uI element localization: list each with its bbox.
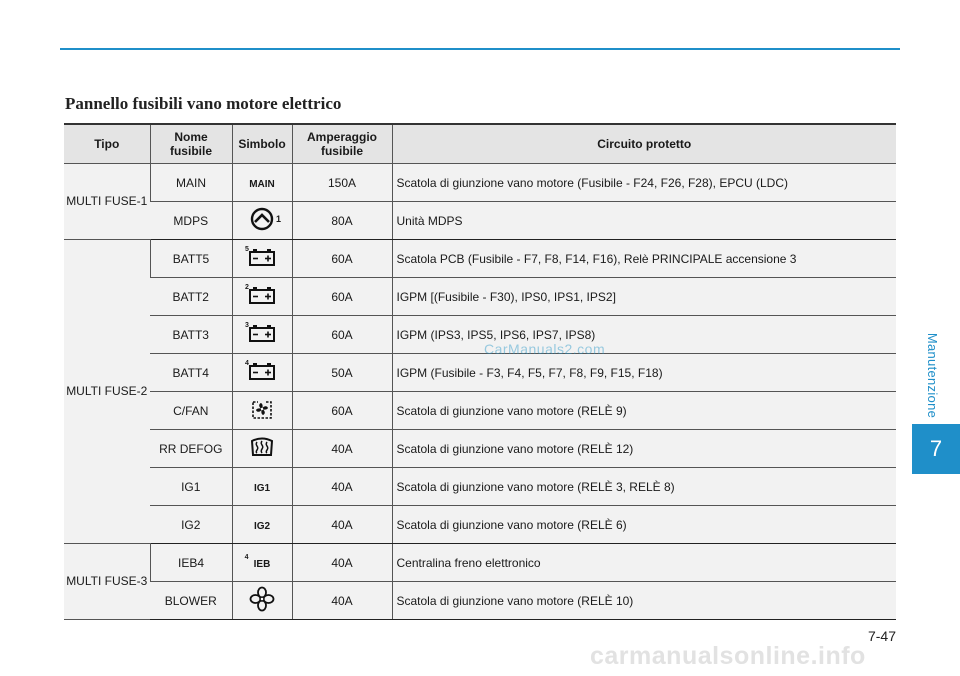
table-row	[64, 392, 896, 430]
fuse-amperage-cell: 60A	[292, 316, 392, 354]
symbol-text	[254, 521, 270, 532]
footer-watermark: carmanualsonline.info	[590, 642, 866, 670]
fuse-name-cell: MDPS	[150, 202, 232, 240]
table-row	[64, 202, 896, 240]
fuse-circuit-cell: Scatola di giunzione vano motore (RELÈ 10)	[392, 582, 896, 620]
fuse-amperage-cell: 50A	[292, 354, 392, 392]
fuse-name-cell: IEB4	[150, 544, 232, 582]
symbol-label: IG2	[253, 520, 271, 532]
fuse-circuit-cell: Scatola PCB (Fusibile - F7, F8, F14, F16), Relè PRINCIPALE accensione 3	[392, 240, 896, 278]
fuse-symbol-cell	[232, 240, 292, 278]
battery-icon	[245, 322, 276, 343]
rear-defog-icon	[249, 436, 275, 458]
symbol-label: MAIN	[249, 178, 275, 190]
fuse-symbol-cell	[232, 544, 292, 582]
symbol-text	[244, 553, 271, 570]
watermark: CarManuals2.com	[484, 341, 606, 357]
battery-icon	[245, 246, 276, 267]
fuse-amperage-cell: 40A	[292, 582, 392, 620]
symbol-superscript: 2	[245, 284, 249, 291]
chapter-tab: 7	[912, 424, 960, 474]
battery-icon	[245, 360, 276, 381]
fuse-symbol-cell	[232, 316, 292, 354]
table-row	[64, 316, 896, 354]
fuse-type-cell: MULTI FUSE-2	[64, 240, 150, 544]
fuse-type-cell: MULTI FUSE-1	[64, 164, 150, 240]
page-title: Pannello fusibili vano motore elettrico	[65, 94, 342, 113]
fuse-circuit-cell: IGPM (IPS3, IPS5, IPS6, IPS7, IPS8)	[392, 316, 896, 354]
fuse-amperage-cell: 60A	[292, 392, 392, 430]
fuse-table-body	[64, 164, 896, 620]
table-row	[64, 430, 896, 468]
fuse-circuit-cell: IGPM (Fusibile - F3, F4, F5, F7, F8, F9, F15, F18)	[392, 354, 896, 392]
fuse-circuit-cell: Scatola di giunzione vano motore (RELÈ 6)	[392, 506, 896, 544]
symbol-superscript: 1	[275, 214, 281, 224]
fuse-circuit-cell: Scatola di giunzione vano motore (RELÈ 12)	[392, 430, 896, 468]
fuse-name-cell: BLOWER	[150, 582, 232, 620]
fuse-symbol-cell	[232, 468, 292, 506]
fuse-circuit-cell: Scatola di giunzione vano motore (RELÈ 9)	[392, 392, 896, 430]
fuse-symbol-cell	[232, 392, 292, 430]
header-tipo: Tipo	[64, 124, 150, 164]
table-row	[64, 240, 896, 278]
blower-icon	[248, 585, 276, 613]
symbol-text	[249, 179, 275, 190]
fuse-symbol-cell	[232, 506, 292, 544]
fuse-symbol-cell	[232, 430, 292, 468]
fuse-amperage-cell: 80A	[292, 202, 392, 240]
header-amperaggio: Amperaggio fusibile	[292, 124, 392, 164]
fuse-circuit-cell: IGPM [(Fusibile - F30), IPS0, IPS1, IPS2]	[392, 278, 896, 316]
fuse-amperage-cell: 40A	[292, 506, 392, 544]
fuse-name-cell: MAIN	[150, 164, 232, 202]
fuse-symbol-cell	[232, 202, 292, 240]
fuse-amperage-cell: 40A	[292, 430, 392, 468]
fuse-type-cell: MULTI FUSE-3	[64, 544, 150, 620]
fuse-name-cell: BATT5	[150, 240, 232, 278]
symbol-superscript: 5	[245, 246, 249, 253]
table-row	[64, 468, 896, 506]
fuse-amperage-cell: 40A	[292, 468, 392, 506]
table-row	[64, 582, 896, 620]
header-rule	[60, 48, 900, 50]
symbol-superscript: 4	[245, 360, 249, 367]
fuse-symbol-cell	[232, 354, 292, 392]
fuse-amperage-cell: 40A	[292, 544, 392, 582]
table-header-row	[64, 124, 896, 164]
fuse-amperage-cell: 60A	[292, 278, 392, 316]
fuse-name-cell: BATT2	[150, 278, 232, 316]
steering-icon	[250, 207, 281, 231]
header-circuito: Circuito protetto	[392, 124, 896, 164]
section-side-label-text: Manutenzione	[925, 332, 941, 418]
fuse-name-cell: IG2	[150, 506, 232, 544]
cooling-fan-icon	[250, 397, 274, 421]
fuse-name-cell: C/FAN	[150, 392, 232, 430]
fuse-symbol-cell	[232, 164, 292, 202]
fuse-circuit-cell: Centralina freno elettronico	[392, 544, 896, 582]
fuse-name-cell: IG1	[150, 468, 232, 506]
fuse-circuit-cell: Unità MDPS	[392, 202, 896, 240]
header-nome: Nome fusibile	[150, 124, 232, 164]
symbol-superscript: 3	[245, 322, 249, 329]
fuse-symbol-cell	[232, 278, 292, 316]
symbol-superscript: 4	[244, 553, 249, 561]
table-row	[64, 278, 896, 316]
fuse-circuit-cell: Scatola di giunzione vano motore (Fusibile - F24, F26, F28), EPCU (LDC)	[392, 164, 896, 202]
battery-icon	[245, 284, 276, 305]
section-side-label	[918, 330, 948, 420]
fuse-name-cell: RR DEFOG	[150, 430, 232, 468]
fuse-circuit-cell: Scatola di giunzione vano motore (RELÈ 3, RELÈ 8)	[392, 468, 896, 506]
page-number: 7-47	[867, 628, 896, 644]
fuse-symbol-cell	[232, 582, 292, 620]
fuse-table	[64, 123, 896, 620]
fuse-amperage-cell: 150A	[292, 164, 392, 202]
symbol-label: IEB	[253, 558, 271, 570]
fuse-name-cell: BATT4	[150, 354, 232, 392]
table-row	[64, 544, 896, 582]
table-row	[64, 506, 896, 544]
fuse-amperage-cell: 60A	[292, 240, 392, 278]
fuse-name-cell: BATT3	[150, 316, 232, 354]
symbol-text	[254, 483, 270, 494]
symbol-label: IG1	[253, 482, 271, 494]
header-simbolo: Simbolo	[232, 124, 292, 164]
table-row	[64, 164, 896, 202]
table-row	[64, 354, 896, 392]
